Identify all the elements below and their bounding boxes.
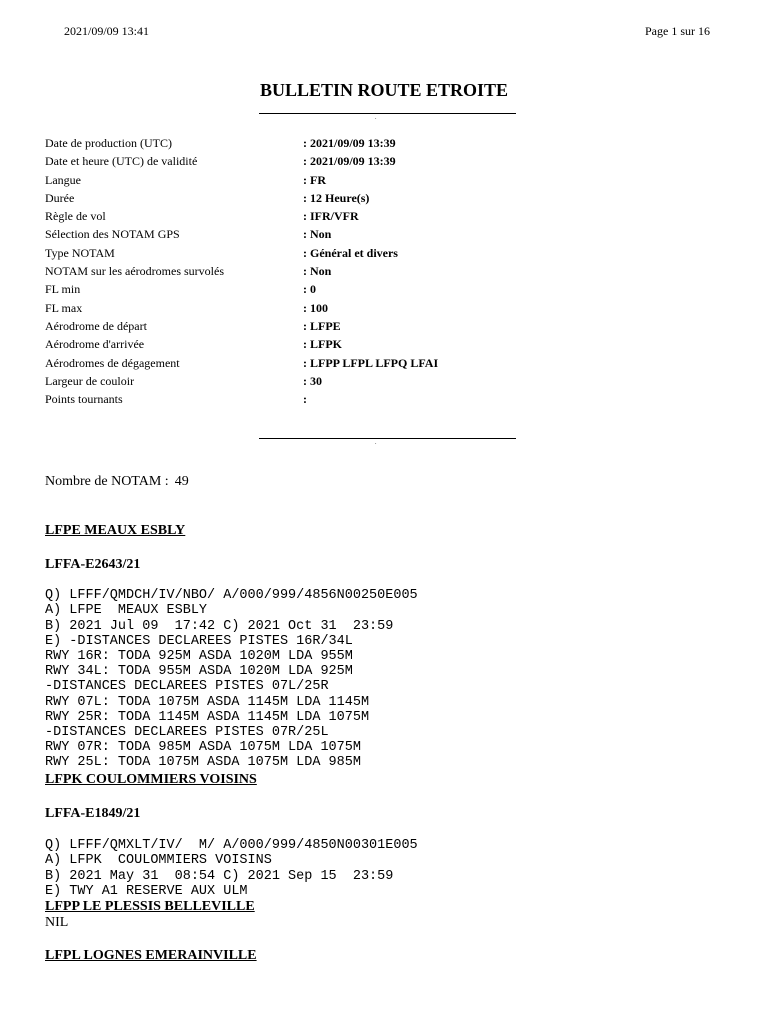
notam-line: Q) LFFF/QMXLT/IV/ M/ A/000/999/4850N00301E005 [45, 838, 418, 854]
notam-count-label: Nombre de NOTAM : [45, 474, 169, 489]
param-value: : 0 [303, 282, 316, 297]
notam-line: -DISTANCES DECLAREES PISTES 07R/25L [45, 725, 329, 741]
params-divider: . [259, 438, 516, 439]
param-label: Règle de vol [45, 209, 106, 224]
param-value: : LFPE [303, 318, 341, 333]
param-label: Sélection des NOTAM GPS [45, 227, 180, 242]
param-value: : FR [303, 172, 326, 187]
param-row [45, 207, 725, 225]
param-value: : 2021/09/09 13:39 [303, 154, 396, 169]
notam-line: RWY 25L: TODA 1075M ASDA 1075M LDA 985M [45, 755, 361, 771]
param-row [45, 189, 725, 207]
bulletin-title: BULLETIN ROUTE ETROITE [259, 80, 509, 100]
param-row [45, 390, 725, 408]
param-label: Aérodrome d'arrivée [45, 337, 145, 352]
section-title-lfpk: LFPK COULOMMIERS VOISINS [45, 772, 257, 787]
param-value: : 12 Heure(s) [303, 190, 370, 205]
notam-line: RWY 07R: TODA 985M ASDA 1075M LDA 1075M [45, 740, 361, 756]
param-row [45, 335, 725, 353]
notam-id: LFFA-E2643/21 [45, 557, 141, 572]
notam-line: Q) LFFF/QMDCH/IV/NBO/ A/000/999/4856N00250E005 [45, 588, 418, 604]
param-label: Type NOTAM [45, 245, 115, 260]
param-value: : [303, 392, 307, 407]
param-row [45, 171, 725, 189]
param-value: : Non [303, 227, 332, 242]
param-row [45, 225, 725, 243]
print-datetime: 2021/09/09 13:41 [64, 24, 150, 38]
param-label: Langue [45, 172, 81, 187]
param-row [45, 354, 725, 372]
notam-line: A) LFPE MEAUX ESBLY [45, 603, 208, 619]
param-label: Durée [45, 190, 75, 205]
notam-line: RWY 25R: TODA 1145M ASDA 1145M LDA 1075M [45, 709, 370, 725]
param-label: Aérodrome de départ [45, 318, 147, 333]
param-label: FL max [45, 300, 83, 315]
notam-line: -DISTANCES DECLAREES PISTES 07L/25R [45, 679, 329, 695]
param-value: : 100 [303, 300, 328, 315]
notam-line: RWY 34L: TODA 955M ASDA 1020M LDA 925M [45, 664, 353, 680]
page-number: Page 1 sur 16 [645, 24, 710, 38]
param-label: Aérodromes de dégagement [45, 355, 180, 370]
param-value: : LFPK [303, 337, 342, 352]
param-row [45, 280, 725, 298]
notam-line: E) -DISTANCES DECLAREES PISTES 16R/34L [45, 633, 353, 649]
notam-text [45, 573, 418, 786]
param-value: : IFR/VFR [303, 209, 359, 224]
notam-id: LFFA-E1849/21 [45, 806, 141, 821]
param-value: : Général et divers [303, 245, 398, 260]
notam-line: RWY 07L: TODA 1075M ASDA 1145M LDA 1145M [45, 694, 370, 710]
title-divider: . [259, 113, 516, 114]
param-value: : LFPP LFPL LFPQ LFAI [303, 355, 439, 370]
param-row [45, 152, 725, 170]
param-row [45, 244, 725, 262]
param-label: Largeur de couloir [45, 373, 135, 388]
notam-line: B) 2021 Jul 09 17:42 C) 2021 Oct 31 23:59 [45, 618, 394, 634]
param-label: Points tournants [45, 392, 123, 407]
notam-line: A) LFPK COULOMMIERS VOISINS [45, 853, 272, 869]
param-label: Date et heure (UTC) de validité [45, 154, 198, 169]
param-value: : Non [303, 264, 332, 279]
param-row [45, 317, 725, 335]
param-value: : 30 [303, 373, 322, 388]
parameters-table [45, 134, 725, 408]
param-label: Date de production (UTC) [45, 136, 172, 150]
section-title-lfpl: LFPL LOGNES EMERAINVILLE [45, 948, 257, 963]
param-value: : 2021/09/09 13:39 [303, 136, 396, 150]
param-label: FL min [45, 282, 81, 297]
param-row [45, 134, 725, 152]
section-title-lfpp: LFPP LE PLESSIS BELLEVILLE [45, 899, 255, 914]
nil-note: NIL [45, 915, 69, 930]
param-row [45, 299, 725, 317]
notam-line: RWY 16R: TODA 925M ASDA 1020M LDA 955M [45, 649, 353, 665]
notam-line: E) TWY A1 RESERVE AUX ULM [45, 883, 248, 899]
param-row [45, 262, 725, 280]
section-title-lfpe: LFPE MEAUX ESBLY [45, 523, 186, 538]
notam-count-value: 49 [174, 474, 189, 489]
param-label: NOTAM sur les aérodromes survolés [45, 264, 225, 279]
notam-count [45, 474, 189, 490]
notam-line: B) 2021 May 31 08:54 C) 2021 Sep 15 23:59 [45, 868, 394, 884]
param-row [45, 372, 725, 390]
